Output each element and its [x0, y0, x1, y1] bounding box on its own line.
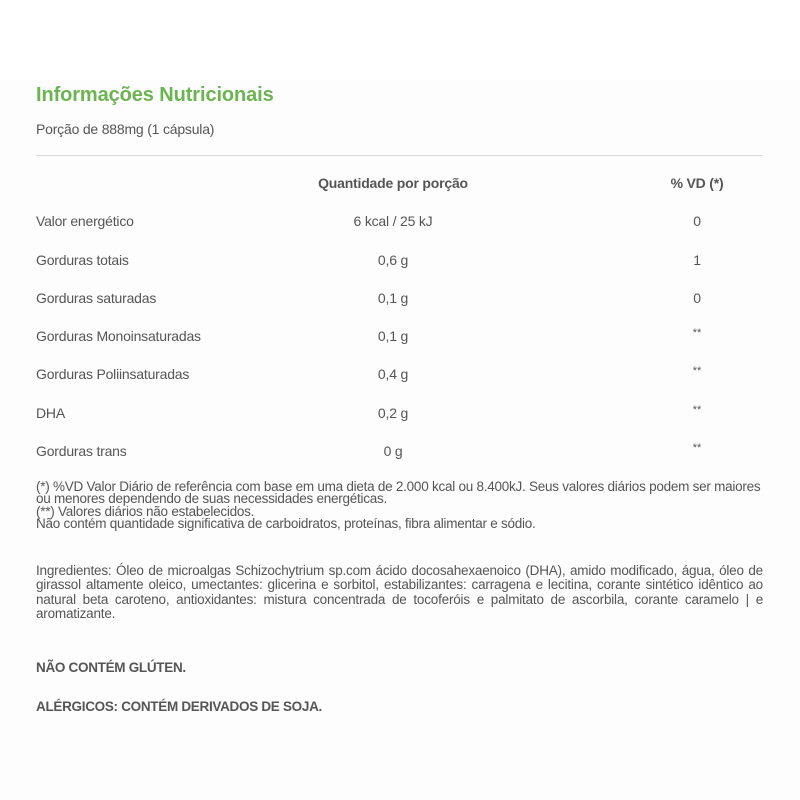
table-row — [36, 208, 763, 246]
nutrient-daily-value: ** — [692, 365, 702, 378]
nutrient-quantity: 0,4 g — [377, 366, 409, 383]
nutrient-quantity: 0,6 g — [377, 251, 409, 268]
footnote-not-established: (**) Valores diários não estabelecidos. — [36, 503, 255, 519]
footnote-daily-value: (*) %VD Valor Diário de referência com base em uma dieta de 2.000 kcal ou 8.400kJ. Seus valores diários podem ser maiores ou menores dependendo de suas necessidades energéticas. — [36, 479, 761, 507]
nutrient-daily-value: 0 — [693, 213, 701, 230]
nutrient-name: Gorduras Monoinsaturadas — [36, 328, 201, 345]
nutrient-daily-value: ** — [692, 327, 702, 340]
column-header-quantity: Quantidade por porção — [318, 175, 468, 191]
nutrient-daily-value: 0 — [693, 289, 701, 306]
footnote-not-significant: Não contém quantidade significativa de carboidratos, proteínas, fibra alimentar e sódio. — [36, 516, 536, 532]
nutrition-table — [36, 170, 763, 476]
nutrient-quantity: 6 kcal / 25 kJ — [353, 213, 433, 230]
table-row — [36, 323, 763, 361]
nutrient-quantity: 0,1 g — [377, 328, 409, 345]
nutrient-name: Gorduras Poliinsaturadas — [36, 366, 190, 383]
ingredients-text: Ingredientes: Óleo de microalgas Schizochytrium sp.com ácido docosahexaenoico (DHA), amido modificado, água, óleo de girassol altamente oleico, umectantes: glicerina e sorbitol, estabilizantes: carragena e lecitina, corante sintético idêntico ao natural beta caroteno, antioxidantes: mistura concentrada de tocoferóis e palmitato de ascorbila, corante caramelo | e aromatizante. — [36, 563, 763, 622]
gluten-statement: NÃO CONTÉM GLÚTEN. — [36, 660, 186, 675]
nutrient-quantity: 0 g — [383, 443, 403, 460]
table-row — [36, 361, 763, 399]
nutrient-name: Gorduras trans — [36, 443, 127, 460]
table-row — [36, 438, 763, 476]
nutrient-name: Gorduras totais — [36, 251, 129, 268]
nutrient-name: Valor energético — [36, 213, 134, 230]
nutrient-quantity: 0,1 g — [377, 289, 409, 306]
serving-size: Porção de 888mg (1 cápsula) — [36, 121, 215, 137]
table-row — [36, 400, 763, 438]
table-header-row — [36, 170, 763, 208]
nutrient-daily-value: ** — [692, 442, 702, 455]
nutrient-name: DHA — [36, 404, 65, 421]
divider — [36, 155, 763, 156]
allergen-statement: ALÉRGICOS: CONTÉM DERIVADOS DE SOJA. — [36, 699, 322, 714]
table-row — [36, 285, 763, 323]
footnotes — [36, 481, 763, 531]
nutrient-daily-value: ** — [692, 403, 702, 416]
column-header-daily-value: % VD (*) — [670, 175, 724, 191]
nutrient-daily-value: 1 — [693, 251, 701, 268]
table-row — [36, 247, 763, 285]
nutrient-quantity: 0,2 g — [377, 404, 409, 421]
page-title: Informações Nutricionais — [36, 84, 274, 106]
nutrient-name: Gorduras saturadas — [36, 289, 157, 306]
